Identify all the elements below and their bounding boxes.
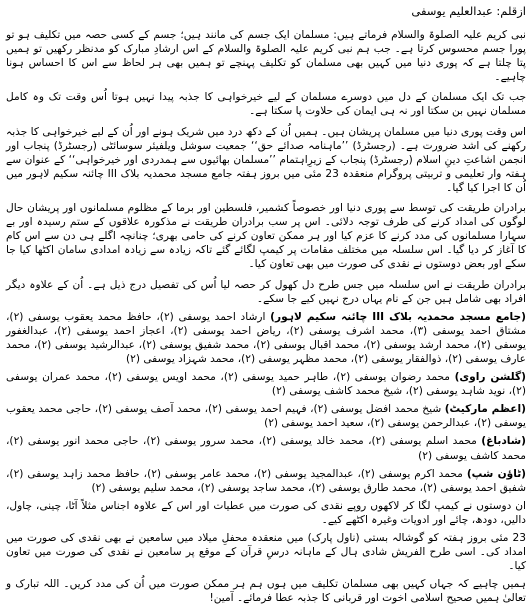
contributor-group [6, 370, 526, 398]
paragraph-hadith: نبی کریم علیہ الصلوۃ والسلام فرماتے ہیں: مسلمان ایک جسم کی مانند ہیں؛ جسم کے کسی حصہ میں تکلیف ہو تو پورا جسم محسوس کرتا ہے۔ جب ہم نبی کریم علیہ الصلوۃ والسلام کے اس ارشادِ مبارک کو مدنظر رکھیں تو ہمیں پتا چلتا ہے کہ پوری دنیا میں کہیں بھی مسلمان کو تکلیف پہنچے تو ہمیں بھی ہر لحاظ سے اس کا احساس ہونا چاہیے۔ [6, 29, 526, 84]
contributor-place: (جامع مسجد محمدیہ بلاک III چائنہ سکیم لاہور) [270, 310, 526, 323]
contributor-group [6, 310, 526, 366]
paragraph-list-intro: برادران طریقت نے اس سلسلہ میں جس طرح دل کھول کر حصہ لیا اُس کی تفصیل درج ذیل ہے۔ اُن کے علاوہ دیگر افراد بھی شامل ہیں جن کے نام یہاں درج نہیں کیے جا سکے۔ [6, 278, 526, 305]
paragraph-collection: ان دوستوں نے کیمپ لگا کر لاکھوں روپے نقدی کی صورت میں عطیات اور اس کے علاوہ اجناس مثلاً آٹا، چینی، چاول، دالیں، دودھ، چائے اور ادویات وغیرہ اکٹھے کیے۔ [6, 499, 526, 526]
paragraph-appeal: برادران طریقت کی توسط سے پوری دنیا اور خصوصاً کشمیر، فلسطین اور برما کے مظلوم مسلمانوں اور پریشان حال لوگوں کی امداد کرنے کی طرف توجہ دلائی۔ اس پر سب برادران طریقت نے مذکورہ علاقوں کے ستم رسیدہ اور بے سہارا مسلمانوں کی مدد کرنے کا عزم کیا اور ہر ممکن تعاون کرنے کی حامی بھری؛ چنانچہ اگلے ہی دن سے اس کام کا آغاز کر دیا گیا۔ اس سلسلہ میں مختلف مقامات پر کیمپ لگائے گئے تاکہ زیادہ سے زیادہ امدادی سامان اکٹھا کیا جا سکے اور بعض دوستوں نے نقدی کی صورت میں بھی تعاون کیا۔ [6, 202, 526, 271]
contributor-place: (ٹاؤن شپ) [466, 467, 527, 480]
contributor-group [6, 434, 526, 462]
contributor-group [6, 402, 526, 430]
article-byline: ازقلم: عبدالعلیم یوسفی [411, 4, 526, 18]
paragraph-brotherhood: جب تک ایک مسلمان کے دل میں دوسرے مسلمان کے لیے خیرخواہی کا جذبہ پیدا نہیں ہوتا اُس وقت تک وہ کامل مسلمان نہیں بن سکتا اور نہ ہی ایمان کی حلاوت پا سکتا ہے۔ [6, 91, 526, 118]
contributor-place: (گلشن راوی) [454, 371, 526, 384]
paragraph-prayer: ہمیں چاہیے کہ جہاں کہیں بھی مسلمان تکلیف میں ہوں ہم ہر ممکن صورت میں اُن کی مدد کریں۔ اللہ تبارک و تعالیٰ ہمیں صحیح اسلامی اخوت اور قربانی کا جذبہ عطا فرمائے۔ آمین! [6, 578, 526, 605]
paragraph-events: 23 مئی بروز ہفتہ کو گوشالہ بستی (ناول پارک) میں منعقدہ محفلِ میلاد میں سامعین نے بھی نقدی کی صورت میں امداد کی۔ اسی طرح الفریش شادی ہال کے ماہانہ درسِ قرآن کے موقع پر سامعین نے نقدی کی صورت میں تعاون کیا۔ [6, 532, 526, 573]
contributor-names: محمد اکرم یوسفی (۲)، عبدالمجید یوسفی (۲)، محمد عامر یوسفی (۲)، حافظ محمد زاہد یوسفی (۲)، شفیق احمد یوسفی (۲)، محمد طارق یوسفی (۲)، محمد ساجد یوسفی (۲)، محمد سلیم یوسفی (۲) [6, 467, 526, 494]
contributor-group [6, 467, 526, 495]
contributor-place: (شادباغ) [481, 435, 526, 448]
contributor-names: شیخ محمد افضل یوسفی (۲)، فہیم احمد یوسفی (۲)، محمد آصف یوسفی (۲)، حاجی محمد یعقوب یوسفی (۲)، عبدالرحمن یوسفی (۲)، سعید احمد یوسفی (۲) [6, 403, 526, 430]
contributor-names: محمد اسلم یوسفی (۲)، محمد خالد یوسفی (۲)، محمد سرور یوسفی (۲)، حاجی محمد انور یوسفی (۲)، محمد کاشف یوسفی (۲) [6, 435, 526, 462]
contributor-names: ارشاد احمد یوسفی (۲)، حافظ محمد یعقوب یوسفی (۲)، مشتاق احمد یوسفی (۳)، محمد اشرف یوسفی (۲)، ریاض احمد یوسفی (۲)، اعجاز احمد یوسفی (۲)، عبدالغفور یوسفی (۲)، محمد ارشد یوسفی (۲)، محمد اقبال یوسفی (۲)، محمد شفیق یوسفی (۲)، عبدالرشید یوسفی (۲)، محمد عارف یوسفی (۲)، ذوالفقار یوسفی (۲)، محمد مظہر یوسفی (۲)، محمد شہزاد یوسفی (۲) [6, 310, 526, 365]
paragraph-program: اس وقت پوری دنیا میں مسلمان پریشان ہیں۔ ہمیں اُن کے دکھ درد میں شریک ہونے اور اُن کے لیے خیرخواہی کا جذبہ رکھنے کی اشد ضرورت ہے۔ (رجسٹرڈ) ’’ماہنامہ صدائے حق‘‘ جمعیت سوشل ویلفیئر سوسائٹی (رجسٹرڈ) پنجاب اور انجمن اشاعتِ دینِ اسلام (رجسٹرڈ) پنجاب کے زیرِاہتمام ’’مسلمان بھائیوں سے ہمدردی اور خیرخواہی‘‘ کے عنوان سے ہفتہ وار تعلیمی و تربیتی پروگرام منعقدہ 23 مئی میں بروز ہفتہ جامع مسجد محمدیہ بلاک III چائنہ سکیم لاہور میں اُن کا اجرا کیا گیا۔ [6, 125, 526, 194]
contributor-place: (اعظم مارکیٹ) [444, 403, 527, 416]
contributor-names: محمد رضوان یوسفی (۲)، طاہر حمید یوسفی (۲)، محمد اویس یوسفی (۲)، محمد عمران یوسفی (۲)، نوید شاہد یوسفی (۲)، شیخ محمد کاشف یوسفی (۲) [6, 371, 526, 398]
